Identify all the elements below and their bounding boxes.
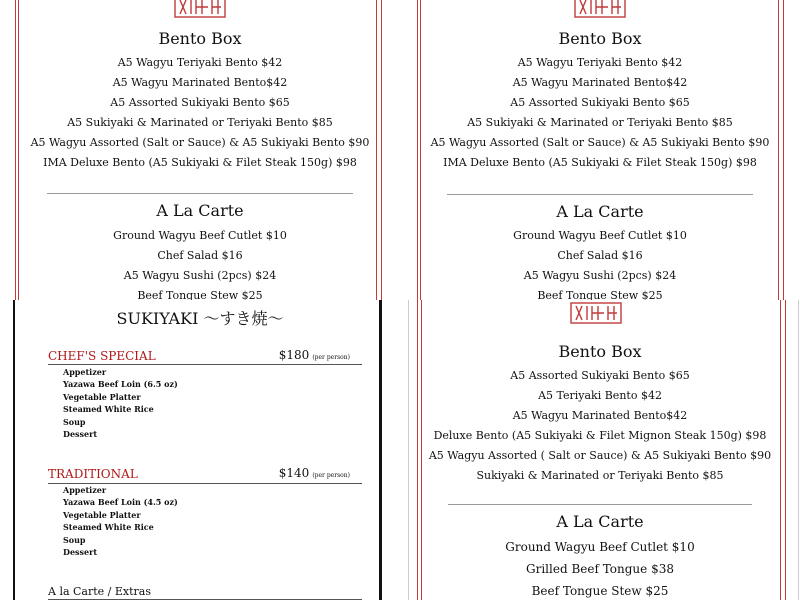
ima-logo-icon — [570, 302, 622, 324]
course-item-list — [63, 366, 178, 440]
a-la-carte-title: A La Carte — [156, 201, 244, 220]
menu-item: Ground Wagyu Beef Cutlet $10 — [113, 229, 287, 242]
course-item: Dessert — [63, 428, 98, 439]
border-line — [13, 300, 15, 600]
carte-item-list — [400, 536, 800, 600]
menu-item: A5 Assorted Sukiyaki Bento $65 — [510, 96, 690, 109]
bento-box-title: Bento Box — [558, 342, 642, 361]
price-value: $180 — [278, 348, 310, 362]
course-name-traditional: TRADITIONAL — [48, 467, 138, 481]
section-divider — [447, 194, 753, 195]
menu-panel-bottom-right — [400, 300, 800, 600]
menu-item: Ground Wagyu Beef Cutlet $10 — [505, 540, 695, 554]
menu-item: A5 Sukiyaki & Marinated or Teriyaki Bento $85 — [67, 116, 333, 129]
menu-item: A5 Wagyu Marinated Bento$42 — [512, 76, 688, 89]
course-item-list — [63, 484, 178, 558]
section-divider — [47, 193, 353, 194]
sukiyaki-menu-panel — [0, 300, 400, 600]
ima-logo-icon — [174, 0, 226, 18]
carte-item-list — [0, 226, 400, 300]
course-divider — [48, 364, 362, 365]
course-item: Appetizer — [63, 485, 107, 495]
menu-panel-top-left — [0, 0, 400, 300]
a-la-carte-title: A La Carte — [556, 512, 644, 531]
extras-title: A la Carte / Extras — [48, 585, 151, 598]
menu-item: A5 Assorted Sukiyaki Bento $65 — [510, 369, 690, 382]
menu-panel-top-right — [400, 0, 800, 300]
menu-item: A5 Sukiyaki & Marinated or Teriyaki Bento $85 — [467, 116, 733, 129]
course-price — [279, 348, 350, 362]
course-price — [279, 466, 350, 480]
course-item: Vegetable Platter — [63, 509, 141, 520]
border-line — [379, 300, 382, 600]
price-unit: (per person) — [312, 472, 350, 479]
menu-item: A5 Wagyu Marinated Bento$42 — [112, 76, 288, 89]
menu-item: A5 Wagyu Sushi (2pcs) $24 — [123, 269, 277, 282]
course-item: Yazawa Beef Loin (4.5 oz) — [63, 497, 178, 508]
ima-logo-icon — [574, 0, 626, 18]
course-item: Soup — [63, 534, 86, 545]
course-item: Soup — [63, 416, 86, 427]
course-item: Yazawa Beef Loin (6.5 oz) — [63, 379, 178, 390]
bento-item-list — [400, 366, 800, 486]
menu-item: A5 Wagyu Teriyaki Bento $42 — [117, 56, 283, 69]
menu-item: A5 Wagyu Sushi (2pcs) $24 — [523, 269, 677, 282]
section-divider — [448, 504, 752, 505]
course-item: Steamed White Rice — [63, 404, 154, 415]
course-item: Steamed White Rice — [63, 522, 154, 533]
price-unit: (per person) — [312, 354, 350, 361]
bento-item-list — [0, 53, 400, 173]
menu-item: Beef Tongue Stew $25 — [531, 584, 669, 598]
course-item: Dessert — [63, 546, 98, 557]
menu-item: Sukiyaki & Marinated or Teriyaki Bento $85 — [476, 469, 724, 482]
menu-item: A5 Wagyu Assorted (Salt or Sauce) & A5 Sukiyaki Bento $90 — [30, 136, 370, 149]
menu-item: Beef Tongue Stew $25 — [137, 289, 263, 300]
bento-box-title: Bento Box — [158, 29, 242, 48]
menu-item: Chef Salad $16 — [157, 249, 243, 262]
menu-item: Deluxe Bento (A5 Sukiyaki & Filet Mignon Steak 150g) $98 — [433, 429, 767, 442]
menu-item: A5 Teriyaki Bento $42 — [538, 389, 662, 402]
price-value: $140 — [278, 466, 310, 480]
bento-item-list — [400, 53, 800, 173]
course-name-chef-special: CHEF'S SPECIAL — [48, 349, 156, 363]
bento-box-title: Bento Box — [558, 29, 642, 48]
course-item: Appetizer — [63, 367, 107, 377]
menu-item: IMA Deluxe Bento (A5 Sukiyaki & Filet Steak 150g) $98 — [43, 156, 357, 169]
a-la-carte-title: A La Carte — [556, 202, 644, 221]
sukiyaki-title: SUKIYAKI ～すき焼～ — [116, 309, 284, 328]
menu-item: Chef Salad $16 — [557, 249, 643, 262]
menu-item: A5 Wagyu Assorted (Salt or Sauce) & A5 Sukiyaki Bento $90 — [430, 136, 770, 149]
menu-item: IMA Deluxe Bento (A5 Sukiyaki & Filet Steak 150g) $98 — [443, 156, 757, 169]
carte-item-list — [400, 226, 800, 300]
menu-item: A5 Assorted Sukiyaki Bento $65 — [110, 96, 290, 109]
menu-item: Ground Wagyu Beef Cutlet $10 — [513, 229, 687, 242]
course-item: Vegetable Platter — [63, 391, 141, 402]
menu-item: A5 Wagyu Marinated Bento$42 — [512, 409, 688, 422]
menu-item: Beef Tongue Stew $25 — [537, 289, 663, 300]
menu-item: A5 Wagyu Teriyaki Bento $42 — [517, 56, 683, 69]
menu-item: A5 Wagyu Assorted ( Salt or Sauce) & A5 Sukiyaki Bento $90 — [428, 449, 772, 462]
menu-item: Grilled Beef Tongue $38 — [526, 562, 674, 576]
